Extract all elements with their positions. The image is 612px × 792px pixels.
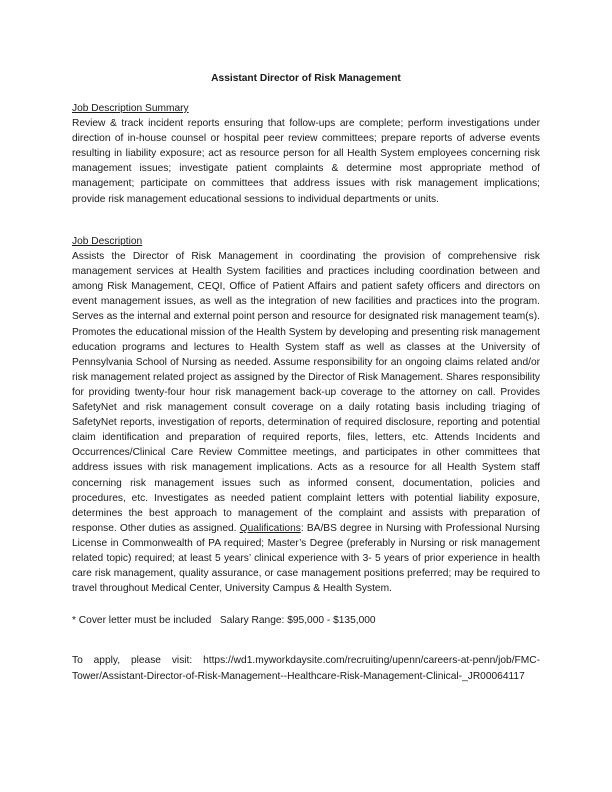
summary-heading: Job Description Summary bbox=[72, 103, 189, 114]
qualifications-label: Qualifications bbox=[239, 522, 301, 534]
description-heading: Job Description bbox=[72, 236, 143, 247]
page-title: Assistant Director of Risk Management bbox=[211, 73, 401, 84]
summary-text: Review & track incident reports ensuring that follow-ups are complete; perform investigations under direction of in-house counsel or hospital peer review committees; prepare reports of adverse events resulting in liability exposure; act as resource person for all Health System employees concerning risk management issues; investigate patient complaints & determine most appropriate method of management; participate on committees that address issues with risk management implications; provide risk management educational sessions to individual departments or units. bbox=[72, 118, 540, 205]
cover-letter-line bbox=[72, 614, 376, 628]
apply-paragraph bbox=[72, 653, 540, 684]
cover-letter-note: * Cover letter must be included bbox=[72, 615, 212, 626]
salary-range: Salary Range: $95,000 - $135,000 bbox=[219, 615, 376, 626]
qualifications-text: : BA/BS degree in Nursing with Professional Nursing License in Commonwealth of PA required; Master’s Degree (preferably in Nursing or risk management related topic) required; at least 5 years’ clinical experience with 3- 5 years of prior experience in health care risk management, quality assurance, or case management positions preferred; may be required to travel throughout Medical Center, University Campus & Health System. bbox=[72, 522, 540, 595]
apply-link[interactable]: https://wd1.myworkdaysite.com/recruiting/upenn/careers-at-penn/job/FMC-Tower/Assistant-Director-of-Risk-Management--Healthcare-Risk-Management-Clinical-_JR00064117 bbox=[72, 655, 540, 682]
description-section bbox=[72, 234, 540, 596]
summary-section bbox=[72, 101, 540, 207]
description-text: Assists the Director of Risk Management in coordinating the provision of comprehensive risk management services at Health System facilities and practices including coordination between and among Risk Management, CEQI, Office of Patient Affairs and patient safety officers and directors on event management issues, as well as the integration of new facilities and practices into the program. Serves as the internal and external point person and resource for designated risk management team(s). Promotes the educational mission of the Health System by developing and presenting risk management education programs and lectures to Health System staff as well as classes at the University of Pennsylvania School of Nursing as needed. Assume responsibility for an ongoing claims related and/or risk management related project as assigned by the Director of Risk Management. Shares responsibility for providing twenty-four hour risk management back-up coverage to the attorney on call. Provides SafetyNet and risk management consult coverage on a daily rotating basis including triaging of SafetyNet reports, investigation of reports, determination of required disclosure, reporting and potential claim identification and preparation of required reports, files, letters, etc. Attends Incidents and Occurrences/Clinical Care Review Committee meetings, and participates in other committees that address issues with risk management implications. Acts as a resource for all Health System staff concerning risk management issues such as informed consent, documentation, policies and procedures, etc. Investigates as needed patient complaint letters with potential liability exposure, determines the best approach to management of the complaint and assists with preparation of response. Other duties as assigned. bbox=[72, 251, 540, 534]
apply-prefix: To apply, please visit: bbox=[72, 655, 193, 666]
description-body bbox=[72, 249, 540, 596]
